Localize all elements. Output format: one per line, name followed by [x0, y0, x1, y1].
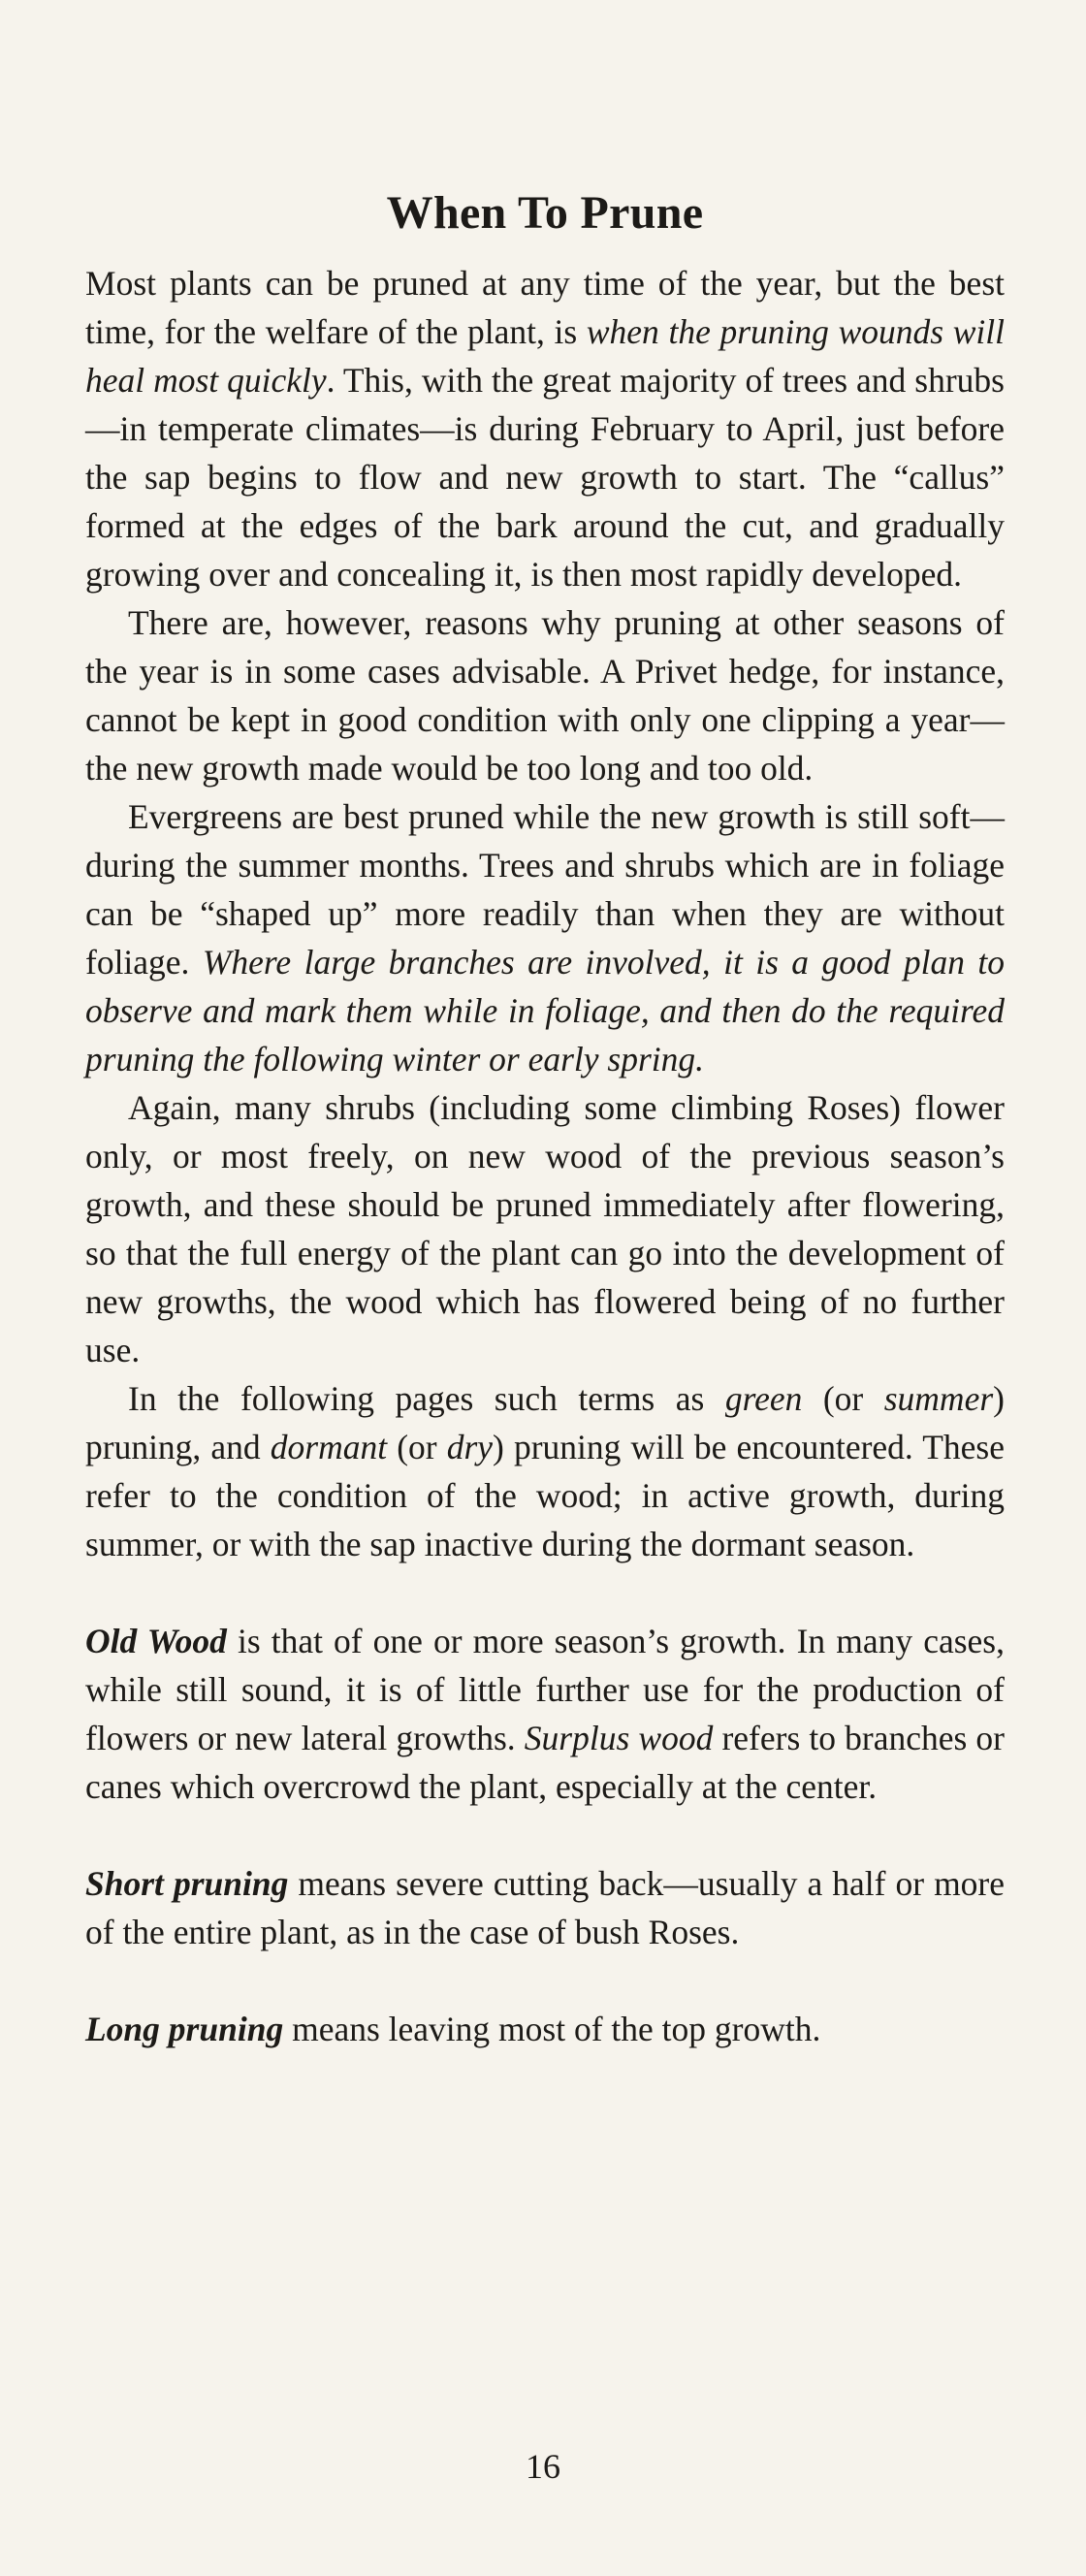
definition-text: refers to branches or canes which overcrowd the plant, especially at the center. [85, 1719, 1006, 1806]
emphasis-text: Where large branches are involved, it is a good plan to observe and mark them while in foliage, and then do the required pruning the following winter or early spring. [85, 943, 1005, 1079]
term-green: green [724, 1379, 803, 1418]
definition-short-pruning [85, 1859, 1005, 1956]
emphasis-text: when the pruning wounds will heal most quickly [85, 312, 1005, 400]
term-summer: summer [883, 1379, 994, 1418]
paragraph-terms [85, 1374, 1005, 1568]
page-content [85, 186, 1005, 2053]
paragraph-text: Most plants can be pruned at any time of the year, but the best time, for the welfare of the plant, is [85, 264, 1005, 351]
page-title: When To Prune [386, 187, 704, 239]
definition-text: means leaving most of the top growth. [283, 2010, 821, 2048]
term-dormant: dormant [270, 1428, 388, 1466]
term-short-pruning: Short pruning [85, 1864, 289, 1903]
term-old-wood: Old Wood [85, 1622, 227, 1660]
page-number: 16 [526, 2447, 560, 2486]
definition-long-pruning [85, 2005, 1005, 2053]
paragraph-text: (or [802, 1379, 884, 1418]
term-long-pruning: Long pruning [85, 2010, 284, 2048]
paragraph-text: (or [387, 1428, 447, 1466]
paragraph-other-seasons: There are, however, reasons why pruning at other seasons of the year is in some cases advisable. A Privet hedge, for instance, cannot be kept in good condition with only one clipping a year—the new growth made would be too long and too old. [85, 603, 1005, 788]
paragraph-text: Evergreens are best pruned while the new growth is still soft—during the summer months. Trees and shrubs which are in foliage can be “shaped up” more readily than when they are without foliage. [85, 797, 1005, 982]
term-surplus-wood: Surplus wood [524, 1719, 714, 1757]
paragraph-flowering-shrubs: Again, many shrubs (including some climbing Roses) flower only, or most freely, on new wood of the previous season’s growth, and these should be pruned immediately after flowering, so that the full energy of the plant can go into the development of new growths, the wood which has flowered being of no further use. [85, 1088, 1005, 1369]
paragraph-evergreens [85, 792, 1005, 1083]
paragraph-text: ) pruning will be encountered. These refer to the condition of the wood; in active growth, during summer, or with the sap inactive during the dormant season. [85, 1428, 1005, 1563]
paragraph-text: In the following pages such terms as [128, 1379, 725, 1418]
definition-old-wood [85, 1617, 1005, 1811]
definition-text: is that of one or more season’s growth. In many cases, while still sound, it is of little further use for the production of flowers or new lateral growths. [85, 1622, 1005, 1757]
definition-text: means severe cutting back—usually a half or more of the entire plant, as in the case of bush Roses. [85, 1864, 1006, 1951]
paragraph-text: ) pruning, and [85, 1379, 1005, 1466]
term-dry: dry [446, 1428, 494, 1466]
paragraph-best-time [85, 259, 1005, 598]
paragraph-text: . This, with the great majority of trees and shrubs—in temperate climates—is during February to April, just before the sap begins to flow and new growth to start. The “callus” formed at the edges of the bark around the cut, and gradually growing over and concealing it, is then most rapidly developed. [85, 361, 1005, 594]
